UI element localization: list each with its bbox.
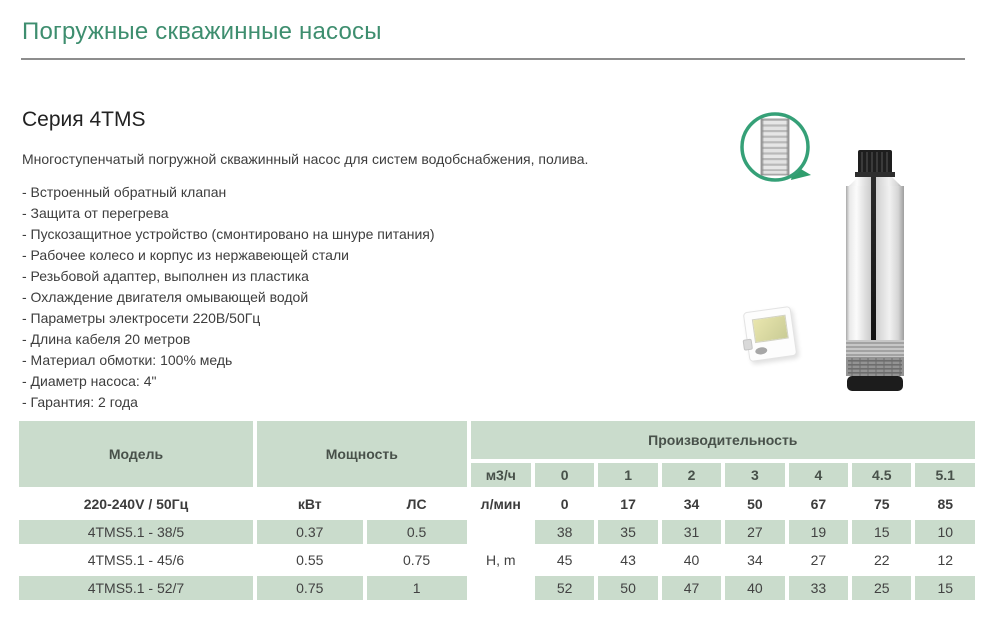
flow-unit-m3h: м3/ч: [471, 463, 531, 487]
head-value-cell: 22: [873, 552, 890, 568]
flow-m3h-value: 1: [598, 463, 657, 487]
flow-lmin-value: 75: [873, 495, 890, 512]
head-value-cell: 27: [810, 552, 827, 568]
flow-lmin-value: 67: [810, 495, 827, 512]
hp-cell: 0.5: [367, 520, 467, 544]
flow-lmin-value: 17: [620, 495, 636, 512]
head-value-cell: 38: [535, 520, 594, 544]
power-unit-kw: кВт: [297, 495, 322, 512]
spec-table-container: [15, 417, 979, 604]
spec-table: [15, 417, 979, 604]
kw-cell: 0.75: [257, 576, 363, 600]
power-unit-hp: ЛС: [406, 495, 427, 512]
head-value-cell: 43: [620, 552, 636, 568]
flow-m3h-value: 2: [662, 463, 721, 487]
feature-item: - Параметры электросети 220В/50Гц: [22, 310, 261, 326]
kw-cell: 0.37: [257, 520, 363, 544]
title-divider: [21, 58, 965, 60]
hp-cell: 1: [367, 576, 467, 600]
model-cell: 4TMS5.1 - 45/6: [87, 552, 185, 568]
voltage-spec: 220-240V / 50Гц: [83, 495, 189, 512]
feature-item: - Пускозащитное устройство (смонтировано на шнуре питания): [22, 226, 435, 242]
control-box-label: [752, 315, 789, 343]
feature-item: - Гарантия: 2 года: [22, 394, 138, 410]
head-value-cell: 34: [747, 552, 763, 568]
flow-unit-lmin: л/мин: [480, 495, 521, 512]
head-value-cell: 12: [937, 552, 954, 568]
column-header-performance: Производительность: [471, 421, 975, 459]
head-value-cell: 10: [915, 520, 975, 544]
submersible-pump-icon: [844, 150, 906, 392]
model-cell: 4TMS5.1 - 38/5: [19, 520, 253, 544]
column-header-model: Модель: [19, 421, 253, 487]
flow-lmin-value: 85: [937, 495, 954, 512]
feature-item: - Материал обмотки: 100% медь: [22, 352, 233, 368]
head-value-cell: 15: [915, 576, 975, 600]
model-cell: 4TMS5.1 - 52/7: [19, 576, 253, 600]
hp-cell: 0.75: [402, 552, 431, 568]
flow-lmin-value: 34: [683, 495, 700, 512]
flow-lmin-value: 50: [747, 495, 763, 512]
column-header-power: Мощность: [257, 421, 467, 487]
feature-item: - Диаметр насоса: 4": [22, 373, 157, 389]
flow-m3h-value: 0: [535, 463, 594, 487]
feature-item: - Длина кабеля 20 метров: [22, 331, 191, 347]
flow-m3h-value: 3: [725, 463, 784, 487]
feature-item: - Охлаждение двигателя омывающей водой: [22, 289, 309, 305]
head-value-cell: 15: [852, 520, 911, 544]
head-unit-label: H, m: [471, 520, 531, 600]
head-value-cell: 40: [725, 576, 784, 600]
feature-item: - Рабочее колесо и корпус из нержавеющей стали: [22, 247, 349, 263]
head-value-cell: 25: [852, 576, 911, 600]
feature-item: - Встроенный обратный клапан: [22, 184, 227, 200]
head-value-cell: 27: [725, 520, 784, 544]
head-value-cell: 45: [556, 552, 573, 568]
page-title: Погружные скважинные насосы: [22, 18, 382, 45]
feature-item: - Защита от перегрева: [22, 205, 169, 221]
head-value-cell: 31: [662, 520, 721, 544]
kw-cell: 0.55: [296, 552, 324, 568]
flow-m3h-value: 5.1: [915, 463, 975, 487]
flow-m3h-value: 4: [789, 463, 848, 487]
head-value-cell: 33: [789, 576, 848, 600]
feature-item: - Резьбовой адаптер, выполнен из пластика: [22, 268, 309, 284]
flow-lmin-value: 0: [560, 495, 569, 512]
control-box-icon: [743, 306, 797, 362]
head-value-cell: 19: [789, 520, 848, 544]
feature-list: [22, 182, 582, 413]
impeller-zoom-badge-icon: [738, 109, 814, 189]
head-value-cell: 40: [683, 552, 700, 568]
series-title: Серия 4TMS: [22, 108, 146, 131]
control-box-grommet: [755, 347, 768, 356]
product-description: Многоступенчатый погружной скважинный насос для систем водобснабжения, полива.: [22, 151, 589, 167]
head-value-cell: 35: [598, 520, 657, 544]
flow-m3h-value: 4.5: [852, 463, 911, 487]
head-value-cell: 50: [598, 576, 657, 600]
head-value-cell: 52: [535, 576, 594, 600]
head-value-cell: 47: [662, 576, 721, 600]
control-box-plug: [743, 339, 753, 351]
